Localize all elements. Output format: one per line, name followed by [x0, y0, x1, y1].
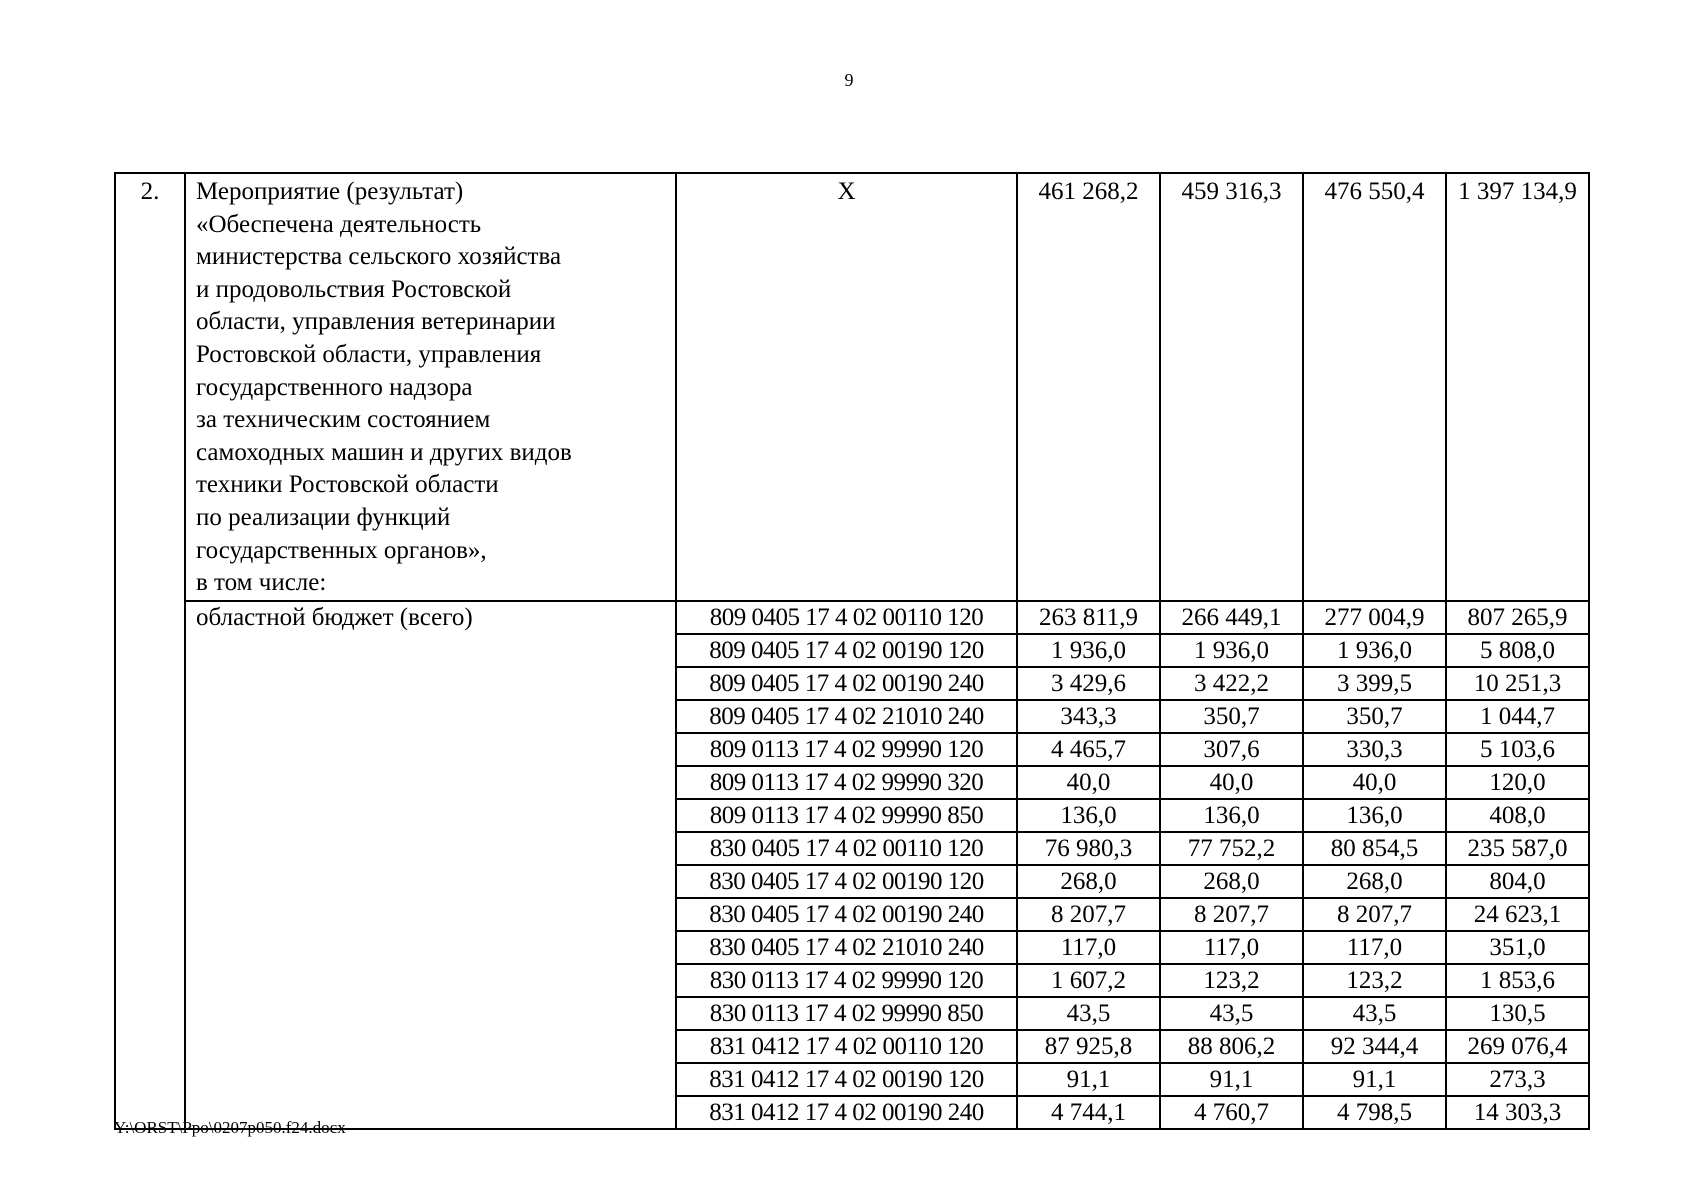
value-year-3-cell: 268,0: [1303, 865, 1446, 898]
budget-code-cell: 809 0113 17 4 02 99990 120: [676, 733, 1017, 766]
event-value-year-2: 459 316,3: [1160, 173, 1303, 601]
budget-code-cell: 830 0405 17 4 02 00190 120: [676, 865, 1017, 898]
value-year-1-cell: 1 936,0: [1017, 634, 1160, 667]
value-total-cell: 235 587,0: [1446, 832, 1589, 865]
value-year-3-cell: 277 004,9: [1303, 601, 1446, 634]
footer-file-path: Y:\ORST\Ppo\0207p050.f24.docx: [114, 1118, 346, 1137]
value-total-cell: 120,0: [1446, 766, 1589, 799]
value-year-3-cell: 117,0: [1303, 931, 1446, 964]
value-year-1-cell: 3 429,6: [1017, 667, 1160, 700]
value-year-3-cell: 3 399,5: [1303, 667, 1446, 700]
description-line: и продовольствия Ростовской: [196, 275, 512, 303]
value-year-3-cell: 330,3: [1303, 733, 1446, 766]
value-total-cell: 804,0: [1446, 865, 1589, 898]
value-year-1-cell: 40,0: [1017, 766, 1160, 799]
description-line: в том числе:: [196, 569, 327, 597]
budget-code-cell: 809 0113 17 4 02 99990 850: [676, 799, 1017, 832]
value-year-3-cell: 1 936,0: [1303, 634, 1446, 667]
value-year-2-cell: 40,0: [1160, 766, 1303, 799]
value-year-2-cell: 136,0: [1160, 799, 1303, 832]
budget-code-cell: 809 0405 17 4 02 21010 240: [676, 700, 1017, 733]
value-total-cell: 1 044,7: [1446, 700, 1589, 733]
budget-code-cell: 830 0405 17 4 02 00190 240: [676, 898, 1017, 931]
value-year-2-cell: 1 936,0: [1160, 634, 1303, 667]
value-total-cell: 130,5: [1446, 997, 1589, 1030]
budget-table: [114, 172, 1590, 1130]
budget-code-cell: 831 0412 17 4 02 00110 120: [676, 1030, 1017, 1063]
value-year-1-cell: 1 607,2: [1017, 964, 1160, 997]
value-year-1-cell: 8 207,7: [1017, 898, 1160, 931]
value-year-2-cell: 117,0: [1160, 931, 1303, 964]
regional-budget-label: областной бюджет (всего): [185, 601, 676, 1129]
table-row: [115, 601, 1589, 634]
budget-code-cell: 830 0405 17 4 02 00110 120: [676, 832, 1017, 865]
value-year-2-cell: 8 207,7: [1160, 898, 1303, 931]
budget-code-cell: 831 0412 17 4 02 00190 240: [676, 1096, 1017, 1129]
budget-code-cell: 809 0405 17 4 02 00190 240: [676, 667, 1017, 700]
value-year-2-cell: 77 752,2: [1160, 832, 1303, 865]
value-total-cell: 14 303,3: [1446, 1096, 1589, 1129]
page-number: 9: [844, 70, 854, 90]
description-line: за техническим состоянием: [196, 406, 491, 434]
event-value-total: 1 397 134,9: [1446, 173, 1589, 601]
description-line: техники Ростовской области: [196, 471, 499, 499]
event-code: Х: [676, 173, 1017, 601]
value-year-2-cell: 91,1: [1160, 1063, 1303, 1096]
value-year-1-cell: 4 744,1: [1017, 1096, 1160, 1129]
value-total-cell: 273,3: [1446, 1063, 1589, 1096]
event-number: 2.: [115, 173, 185, 1129]
description-line: Мероприятие (результат): [196, 178, 464, 205]
value-total-cell: 351,0: [1446, 931, 1589, 964]
value-total-cell: 408,0: [1446, 799, 1589, 832]
value-year-2-cell: 123,2: [1160, 964, 1303, 997]
value-year-2-cell: 3 422,2: [1160, 667, 1303, 700]
description-line: государственного надзора: [196, 373, 473, 401]
value-year-1-cell: 263 811,9: [1017, 601, 1160, 634]
value-year-1-cell: 343,3: [1017, 700, 1160, 733]
value-year-3-cell: 123,2: [1303, 964, 1446, 997]
budget-code-cell: 809 0405 17 4 02 00110 120: [676, 601, 1017, 634]
budget-code-cell: 809 0113 17 4 02 99990 320: [676, 766, 1017, 799]
value-year-3-cell: 91,1: [1303, 1063, 1446, 1096]
description-line: министерства сельского хозяйства: [196, 243, 562, 271]
value-year-3-cell: 40,0: [1303, 766, 1446, 799]
value-year-1-cell: 268,0: [1017, 865, 1160, 898]
value-year-3-cell: 43,5: [1303, 997, 1446, 1030]
value-year-1-cell: 136,0: [1017, 799, 1160, 832]
event-value-year-3: 476 550,4: [1303, 173, 1446, 601]
value-year-2-cell: 307,6: [1160, 733, 1303, 766]
description-line: государственных органов»,: [196, 536, 487, 564]
value-total-cell: 5 103,6: [1446, 733, 1589, 766]
value-year-2-cell: 266 449,1: [1160, 601, 1303, 634]
value-year-2-cell: 4 760,7: [1160, 1096, 1303, 1129]
value-year-3-cell: 4 798,5: [1303, 1096, 1446, 1129]
value-year-2-cell: 350,7: [1160, 700, 1303, 733]
value-year-1-cell: 43,5: [1017, 997, 1160, 1030]
budget-code-cell: 830 0113 17 4 02 99990 120: [676, 964, 1017, 997]
value-total-cell: 1 853,6: [1446, 964, 1589, 997]
description-line: по реализации функций: [196, 503, 451, 531]
value-year-1-cell: 87 925,8: [1017, 1030, 1160, 1063]
value-year-3-cell: 80 854,5: [1303, 832, 1446, 865]
value-year-3-cell: 8 207,7: [1303, 898, 1446, 931]
value-year-3-cell: 136,0: [1303, 799, 1446, 832]
value-year-2-cell: 88 806,2: [1160, 1030, 1303, 1063]
value-year-2-cell: 43,5: [1160, 997, 1303, 1030]
event-row: [115, 173, 1589, 601]
description-line: Ростовской области, управления: [196, 340, 542, 368]
event-value-year-1: 461 268,2: [1017, 173, 1160, 601]
budget-code-cell: 831 0412 17 4 02 00190 120: [676, 1063, 1017, 1096]
value-year-3-cell: 350,7: [1303, 700, 1446, 733]
value-total-cell: 5 808,0: [1446, 634, 1589, 667]
description-line: «Обеспечена деятельность: [196, 210, 482, 238]
budget-code-cell: 830 0113 17 4 02 99990 850: [676, 997, 1017, 1030]
description-line: самоходных машин и других видов: [196, 438, 572, 466]
value-total-cell: 269 076,4: [1446, 1030, 1589, 1063]
value-year-3-cell: 92 344,4: [1303, 1030, 1446, 1063]
value-year-1-cell: 4 465,7: [1017, 733, 1160, 766]
value-year-1-cell: 91,1: [1017, 1063, 1160, 1096]
value-total-cell: 24 623,1: [1446, 898, 1589, 931]
budget-code-cell: 809 0405 17 4 02 00190 120: [676, 634, 1017, 667]
description-line: области, управления ветеринарии: [196, 308, 556, 336]
value-total-cell: 807 265,9: [1446, 601, 1589, 634]
value-total-cell: 10 251,3: [1446, 667, 1589, 700]
event-description: [185, 173, 676, 601]
budget-code-cell: 830 0405 17 4 02 21010 240: [676, 931, 1017, 964]
value-year-2-cell: 268,0: [1160, 865, 1303, 898]
value-year-1-cell: 76 980,3: [1017, 832, 1160, 865]
value-year-1-cell: 117,0: [1017, 931, 1160, 964]
